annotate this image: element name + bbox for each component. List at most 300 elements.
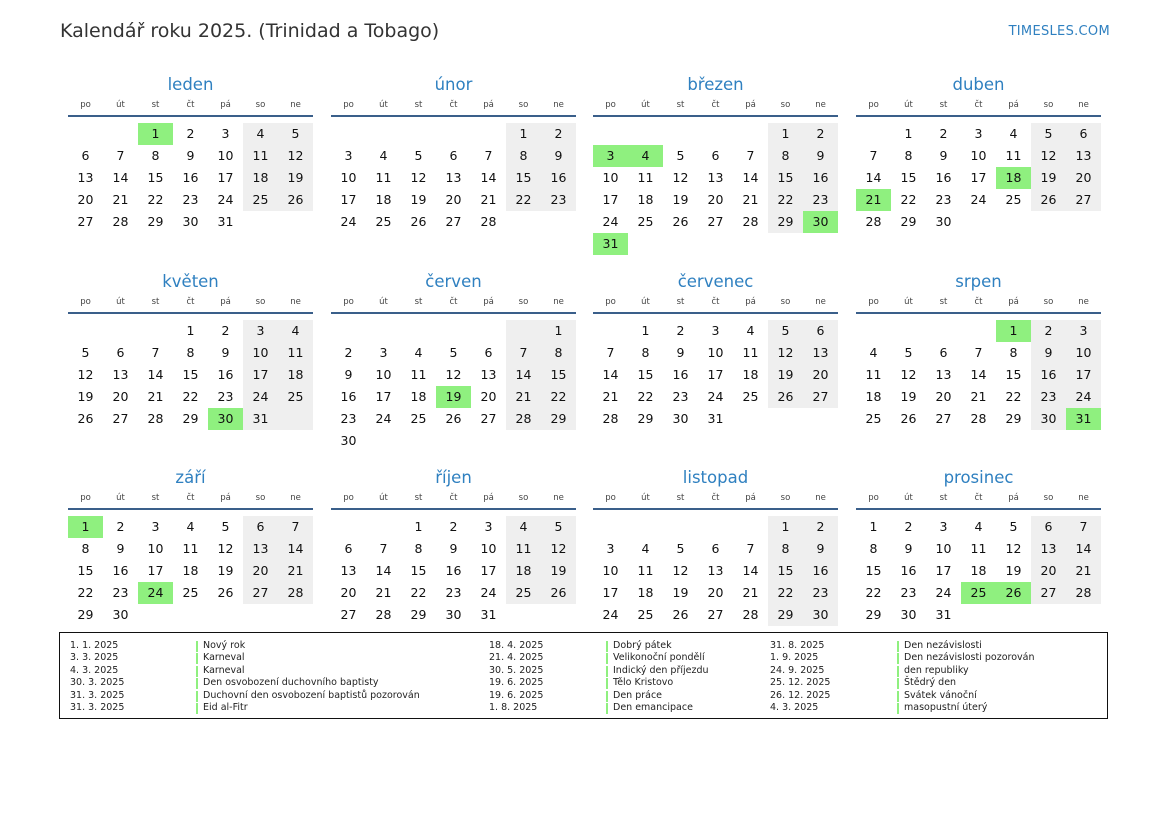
day-cell[interactable]: 28 xyxy=(1075,585,1092,600)
day-cell[interactable]: 13 xyxy=(707,170,724,185)
day-cell[interactable]: 6 xyxy=(1079,126,1088,141)
day-cell[interactable]: 24 xyxy=(480,585,497,600)
day-cell[interactable]: 28 xyxy=(515,411,532,426)
day-cell[interactable]: 15 xyxy=(777,563,794,578)
day-cell[interactable]: 28 xyxy=(865,214,882,229)
day-cell[interactable]: 20 xyxy=(340,585,357,600)
day-cell[interactable]: 22 xyxy=(410,585,427,600)
day-cell[interactable]: 19 xyxy=(287,170,304,185)
day-cell[interactable]: 10 xyxy=(147,541,164,556)
day-cell[interactable]: 16 xyxy=(1040,367,1057,382)
day-cell[interactable]: 28 xyxy=(742,607,759,622)
day-cell[interactable]: 9 xyxy=(449,541,458,556)
day-cell[interactable]: 1 xyxy=(641,323,650,338)
day-cell[interactable]: 2 xyxy=(816,519,825,534)
day-cell[interactable]: 6 xyxy=(81,148,90,163)
day-cell[interactable]: 22 xyxy=(182,389,199,404)
day-cell[interactable]: 27 xyxy=(340,607,357,622)
day-cell[interactable]: 19 xyxy=(900,389,917,404)
day-cell[interactable]: 2 xyxy=(1044,323,1053,338)
day-cell[interactable]: 7 xyxy=(379,541,388,556)
day-cell[interactable]: 23 xyxy=(445,585,462,600)
holiday-day-cell[interactable]: 30 xyxy=(803,211,838,233)
day-cell[interactable]: 26 xyxy=(77,411,94,426)
day-cell[interactable]: 14 xyxy=(1075,541,1092,556)
day-cell[interactable]: 25 xyxy=(252,192,269,207)
day-cell[interactable]: 3 xyxy=(711,323,720,338)
day-cell[interactable]: 3 xyxy=(606,541,615,556)
day-cell[interactable]: 7 xyxy=(606,345,615,360)
day-cell[interactable]: 28 xyxy=(480,214,497,229)
day-cell[interactable]: 24 xyxy=(217,192,234,207)
day-cell[interactable]: 17 xyxy=(602,585,619,600)
day-cell[interactable]: 2 xyxy=(186,126,195,141)
day-cell[interactable]: 25 xyxy=(742,389,759,404)
day-cell[interactable]: 17 xyxy=(602,192,619,207)
day-cell[interactable]: 21 xyxy=(742,585,759,600)
day-cell[interactable]: 15 xyxy=(777,170,794,185)
day-cell[interactable]: 21 xyxy=(515,389,532,404)
day-cell[interactable]: 12 xyxy=(287,148,304,163)
day-cell[interactable]: 13 xyxy=(340,563,357,578)
day-cell[interactable]: 8 xyxy=(554,345,563,360)
day-cell[interactable]: 17 xyxy=(970,170,987,185)
day-cell[interactable]: 18 xyxy=(410,389,427,404)
day-cell[interactable]: 6 xyxy=(484,345,493,360)
day-cell[interactable]: 13 xyxy=(252,541,269,556)
day-cell[interactable]: 27 xyxy=(112,411,129,426)
day-cell[interactable]: 27 xyxy=(707,607,724,622)
day-cell[interactable]: 11 xyxy=(637,563,654,578)
day-cell[interactable]: 11 xyxy=(1005,148,1022,163)
day-cell[interactable]: 22 xyxy=(550,389,567,404)
day-cell[interactable]: 13 xyxy=(445,170,462,185)
day-cell[interactable]: 31 xyxy=(217,214,234,229)
day-cell[interactable]: 21 xyxy=(742,192,759,207)
day-cell[interactable]: 13 xyxy=(1075,148,1092,163)
day-cell[interactable]: 15 xyxy=(147,170,164,185)
holiday-day-cell[interactable]: 4 xyxy=(628,145,663,167)
day-cell[interactable]: 5 xyxy=(676,541,685,556)
day-cell[interactable]: 21 xyxy=(112,192,129,207)
day-cell[interactable]: 25 xyxy=(1005,192,1022,207)
day-cell[interactable]: 27 xyxy=(445,214,462,229)
day-cell[interactable]: 10 xyxy=(340,170,357,185)
day-cell[interactable]: 27 xyxy=(1075,192,1092,207)
day-cell[interactable]: 26 xyxy=(550,585,567,600)
day-cell[interactable]: 24 xyxy=(707,389,724,404)
day-cell[interactable]: 11 xyxy=(182,541,199,556)
day-cell[interactable]: 16 xyxy=(672,367,689,382)
day-cell[interactable]: 26 xyxy=(900,411,917,426)
day-cell[interactable]: 17 xyxy=(252,367,269,382)
day-cell[interactable]: 21 xyxy=(602,389,619,404)
day-cell[interactable]: 12 xyxy=(672,170,689,185)
day-cell[interactable]: 8 xyxy=(519,148,528,163)
day-cell[interactable]: 31 xyxy=(252,411,269,426)
day-cell[interactable]: 14 xyxy=(742,170,759,185)
day-cell[interactable]: 13 xyxy=(1040,541,1057,556)
day-cell[interactable]: 22 xyxy=(147,192,164,207)
day-cell[interactable]: 3 xyxy=(484,519,493,534)
day-cell[interactable]: 11 xyxy=(287,345,304,360)
day-cell[interactable]: 27 xyxy=(812,389,829,404)
day-cell[interactable]: 28 xyxy=(970,411,987,426)
day-cell[interactable]: 4 xyxy=(414,345,423,360)
day-cell[interactable]: 1 xyxy=(186,323,195,338)
day-cell[interactable]: 14 xyxy=(375,563,392,578)
day-cell[interactable]: 14 xyxy=(287,541,304,556)
day-cell[interactable]: 6 xyxy=(1044,519,1053,534)
day-cell[interactable]: 24 xyxy=(602,214,619,229)
day-cell[interactable]: 16 xyxy=(217,367,234,382)
day-cell[interactable]: 16 xyxy=(900,563,917,578)
day-cell[interactable]: 22 xyxy=(777,585,794,600)
day-cell[interactable]: 31 xyxy=(480,607,497,622)
day-cell[interactable]: 9 xyxy=(344,367,353,382)
day-cell[interactable]: 22 xyxy=(637,389,654,404)
day-cell[interactable]: 17 xyxy=(1075,367,1092,382)
day-cell[interactable]: 21 xyxy=(375,585,392,600)
day-cell[interactable]: 7 xyxy=(1079,519,1088,534)
day-cell[interactable]: 30 xyxy=(1040,411,1057,426)
day-cell[interactable]: 16 xyxy=(445,563,462,578)
day-cell[interactable]: 14 xyxy=(742,563,759,578)
day-cell[interactable]: 18 xyxy=(865,389,882,404)
day-cell[interactable]: 15 xyxy=(182,367,199,382)
day-cell[interactable]: 29 xyxy=(410,607,427,622)
day-cell[interactable]: 21 xyxy=(1075,563,1092,578)
day-cell[interactable]: 15 xyxy=(410,563,427,578)
brand-link[interactable]: TIMESLES.COM xyxy=(1008,24,1110,39)
day-cell[interactable]: 25 xyxy=(182,585,199,600)
day-cell[interactable]: 20 xyxy=(707,585,724,600)
day-cell[interactable]: 5 xyxy=(1009,519,1018,534)
holiday-day-cell[interactable]: 1 xyxy=(996,320,1031,342)
day-cell[interactable]: 7 xyxy=(291,519,300,534)
holiday-day-cell[interactable]: 26 xyxy=(996,582,1031,604)
day-cell[interactable]: 19 xyxy=(410,192,427,207)
day-cell[interactable]: 8 xyxy=(186,345,195,360)
day-cell[interactable]: 23 xyxy=(812,192,829,207)
day-cell[interactable]: 12 xyxy=(777,345,794,360)
day-cell[interactable]: 3 xyxy=(221,126,230,141)
day-cell[interactable]: 18 xyxy=(742,367,759,382)
day-cell[interactable]: 28 xyxy=(375,607,392,622)
day-cell[interactable]: 16 xyxy=(812,563,829,578)
day-cell[interactable]: 6 xyxy=(816,323,825,338)
day-cell[interactable]: 21 xyxy=(970,389,987,404)
holiday-day-cell[interactable]: 3 xyxy=(593,145,628,167)
day-cell[interactable]: 10 xyxy=(602,170,619,185)
day-cell[interactable]: 13 xyxy=(480,367,497,382)
day-cell[interactable]: 13 xyxy=(77,170,94,185)
day-cell[interactable]: 5 xyxy=(1044,126,1053,141)
day-cell[interactable]: 28 xyxy=(287,585,304,600)
day-cell[interactable]: 20 xyxy=(445,192,462,207)
day-cell[interactable]: 14 xyxy=(970,367,987,382)
day-cell[interactable]: 29 xyxy=(777,214,794,229)
day-cell[interactable]: 2 xyxy=(904,519,913,534)
day-cell[interactable]: 11 xyxy=(515,541,532,556)
day-cell[interactable]: 17 xyxy=(375,389,392,404)
day-cell[interactable]: 21 xyxy=(287,563,304,578)
day-cell[interactable]: 15 xyxy=(900,170,917,185)
day-cell[interactable]: 17 xyxy=(340,192,357,207)
day-cell[interactable]: 4 xyxy=(379,148,388,163)
day-cell[interactable]: 2 xyxy=(554,126,563,141)
day-cell[interactable]: 26 xyxy=(445,411,462,426)
holiday-day-cell[interactable]: 30 xyxy=(208,408,243,430)
day-cell[interactable]: 8 xyxy=(641,345,650,360)
day-cell[interactable]: 26 xyxy=(410,214,427,229)
day-cell[interactable]: 3 xyxy=(1079,323,1088,338)
day-cell[interactable]: 17 xyxy=(480,563,497,578)
day-cell[interactable]: 1 xyxy=(414,519,423,534)
day-cell[interactable]: 6 xyxy=(256,519,265,534)
day-cell[interactable]: 19 xyxy=(217,563,234,578)
day-cell[interactable]: 13 xyxy=(812,345,829,360)
day-cell[interactable]: 20 xyxy=(812,367,829,382)
day-cell[interactable]: 23 xyxy=(550,192,567,207)
day-cell[interactable]: 8 xyxy=(781,541,790,556)
day-cell[interactable]: 24 xyxy=(340,214,357,229)
day-cell[interactable]: 20 xyxy=(935,389,952,404)
day-cell[interactable]: 9 xyxy=(116,541,125,556)
day-cell[interactable]: 4 xyxy=(519,519,528,534)
day-cell[interactable]: 12 xyxy=(550,541,567,556)
day-cell[interactable]: 27 xyxy=(707,214,724,229)
day-cell[interactable]: 21 xyxy=(147,389,164,404)
day-cell[interactable]: 11 xyxy=(742,345,759,360)
day-cell[interactable]: 22 xyxy=(865,585,882,600)
day-cell[interactable]: 1 xyxy=(781,519,790,534)
day-cell[interactable]: 26 xyxy=(1040,192,1057,207)
day-cell[interactable]: 13 xyxy=(707,563,724,578)
day-cell[interactable]: 12 xyxy=(410,170,427,185)
day-cell[interactable]: 23 xyxy=(217,389,234,404)
day-cell[interactable]: 20 xyxy=(1040,563,1057,578)
day-cell[interactable]: 17 xyxy=(217,170,234,185)
day-cell[interactable]: 29 xyxy=(550,411,567,426)
holiday-day-cell[interactable]: 1 xyxy=(138,123,173,145)
day-cell[interactable]: 11 xyxy=(375,170,392,185)
day-cell[interactable]: 23 xyxy=(1040,389,1057,404)
day-cell[interactable]: 29 xyxy=(1005,411,1022,426)
day-cell[interactable]: 4 xyxy=(291,323,300,338)
day-cell[interactable]: 18 xyxy=(375,192,392,207)
day-cell[interactable]: 8 xyxy=(151,148,160,163)
holiday-day-cell[interactable]: 19 xyxy=(436,386,471,408)
day-cell[interactable]: 11 xyxy=(637,170,654,185)
day-cell[interactable]: 9 xyxy=(554,148,563,163)
day-cell[interactable]: 4 xyxy=(1009,126,1018,141)
day-cell[interactable]: 19 xyxy=(1005,563,1022,578)
day-cell[interactable]: 6 xyxy=(711,148,720,163)
day-cell[interactable]: 30 xyxy=(900,607,917,622)
day-cell[interactable]: 7 xyxy=(869,148,878,163)
day-cell[interactable]: 24 xyxy=(252,389,269,404)
day-cell[interactable]: 5 xyxy=(781,323,790,338)
holiday-day-cell[interactable]: 25 xyxy=(961,582,996,604)
day-cell[interactable]: 18 xyxy=(182,563,199,578)
day-cell[interactable]: 12 xyxy=(900,367,917,382)
day-cell[interactable]: 27 xyxy=(77,214,94,229)
day-cell[interactable]: 31 xyxy=(935,607,952,622)
day-cell[interactable]: 19 xyxy=(777,367,794,382)
day-cell[interactable]: 26 xyxy=(672,607,689,622)
day-cell[interactable]: 21 xyxy=(480,192,497,207)
day-cell[interactable]: 1 xyxy=(781,126,790,141)
day-cell[interactable]: 8 xyxy=(781,148,790,163)
day-cell[interactable]: 18 xyxy=(637,192,654,207)
day-cell[interactable]: 18 xyxy=(637,585,654,600)
day-cell[interactable]: 5 xyxy=(291,126,300,141)
day-cell[interactable]: 24 xyxy=(602,607,619,622)
day-cell[interactable]: 17 xyxy=(935,563,952,578)
day-cell[interactable]: 23 xyxy=(340,411,357,426)
day-cell[interactable]: 14 xyxy=(865,170,882,185)
day-cell[interactable]: 19 xyxy=(672,192,689,207)
holiday-day-cell[interactable]: 24 xyxy=(138,582,173,604)
day-cell[interactable]: 8 xyxy=(81,541,90,556)
day-cell[interactable]: 2 xyxy=(939,126,948,141)
day-cell[interactable]: 3 xyxy=(379,345,388,360)
day-cell[interactable]: 29 xyxy=(147,214,164,229)
day-cell[interactable]: 3 xyxy=(256,323,265,338)
day-cell[interactable]: 11 xyxy=(252,148,269,163)
day-cell[interactable]: 27 xyxy=(252,585,269,600)
day-cell[interactable]: 20 xyxy=(480,389,497,404)
day-cell[interactable]: 29 xyxy=(182,411,199,426)
day-cell[interactable]: 4 xyxy=(186,519,195,534)
day-cell[interactable]: 9 xyxy=(939,148,948,163)
day-cell[interactable]: 4 xyxy=(641,541,650,556)
day-cell[interactable]: 23 xyxy=(812,585,829,600)
day-cell[interactable]: 10 xyxy=(1075,345,1092,360)
day-cell[interactable]: 29 xyxy=(865,607,882,622)
day-cell[interactable]: 27 xyxy=(480,411,497,426)
day-cell[interactable]: 30 xyxy=(340,433,357,448)
day-cell[interactable]: 12 xyxy=(445,367,462,382)
day-cell[interactable]: 29 xyxy=(77,607,94,622)
day-cell[interactable]: 9 xyxy=(676,345,685,360)
day-cell[interactable]: 28 xyxy=(147,411,164,426)
day-cell[interactable]: 10 xyxy=(602,563,619,578)
day-cell[interactable]: 3 xyxy=(939,519,948,534)
day-cell[interactable]: 1 xyxy=(519,126,528,141)
day-cell[interactable]: 11 xyxy=(865,367,882,382)
day-cell[interactable]: 22 xyxy=(900,192,917,207)
day-cell[interactable]: 19 xyxy=(550,563,567,578)
day-cell[interactable]: 7 xyxy=(116,148,125,163)
day-cell[interactable]: 12 xyxy=(672,563,689,578)
day-cell[interactable]: 15 xyxy=(550,367,567,382)
day-cell[interactable]: 6 xyxy=(116,345,125,360)
day-cell[interactable]: 25 xyxy=(865,411,882,426)
day-cell[interactable]: 25 xyxy=(410,411,427,426)
day-cell[interactable]: 6 xyxy=(449,148,458,163)
day-cell[interactable]: 5 xyxy=(81,345,90,360)
day-cell[interactable]: 10 xyxy=(480,541,497,556)
day-cell[interactable]: 23 xyxy=(112,585,129,600)
day-cell[interactable]: 18 xyxy=(970,563,987,578)
day-cell[interactable]: 9 xyxy=(816,541,825,556)
day-cell[interactable]: 1 xyxy=(869,519,878,534)
day-cell[interactable]: 11 xyxy=(970,541,987,556)
holiday-day-cell[interactable]: 31 xyxy=(593,233,628,255)
day-cell[interactable]: 26 xyxy=(672,214,689,229)
day-cell[interactable]: 16 xyxy=(935,170,952,185)
day-cell[interactable]: 30 xyxy=(112,607,129,622)
day-cell[interactable]: 8 xyxy=(869,541,878,556)
day-cell[interactable]: 8 xyxy=(1009,345,1018,360)
day-cell[interactable]: 2 xyxy=(344,345,353,360)
day-cell[interactable]: 15 xyxy=(1005,367,1022,382)
day-cell[interactable]: 10 xyxy=(707,345,724,360)
day-cell[interactable]: 10 xyxy=(970,148,987,163)
day-cell[interactable]: 26 xyxy=(287,192,304,207)
day-cell[interactable]: 27 xyxy=(1040,585,1057,600)
day-cell[interactable]: 28 xyxy=(742,214,759,229)
day-cell[interactable]: 5 xyxy=(554,519,563,534)
day-cell[interactable]: 8 xyxy=(904,148,913,163)
day-cell[interactable]: 3 xyxy=(344,148,353,163)
day-cell[interactable]: 4 xyxy=(869,345,878,360)
day-cell[interactable]: 18 xyxy=(287,367,304,382)
day-cell[interactable]: 20 xyxy=(707,192,724,207)
day-cell[interactable]: 10 xyxy=(252,345,269,360)
day-cell[interactable]: 10 xyxy=(217,148,234,163)
day-cell[interactable]: 1 xyxy=(554,323,563,338)
day-cell[interactable]: 12 xyxy=(217,541,234,556)
day-cell[interactable]: 22 xyxy=(77,585,94,600)
day-cell[interactable]: 27 xyxy=(935,411,952,426)
day-cell[interactable]: 2 xyxy=(221,323,230,338)
day-cell[interactable]: 23 xyxy=(182,192,199,207)
day-cell[interactable]: 30 xyxy=(672,411,689,426)
day-cell[interactable]: 2 xyxy=(116,519,125,534)
day-cell[interactable]: 6 xyxy=(939,345,948,360)
day-cell[interactable]: 10 xyxy=(375,367,392,382)
holiday-day-cell[interactable]: 21 xyxy=(856,189,891,211)
day-cell[interactable]: 30 xyxy=(182,214,199,229)
day-cell[interactable]: 2 xyxy=(449,519,458,534)
day-cell[interactable]: 8 xyxy=(414,541,423,556)
day-cell[interactable]: 24 xyxy=(1075,389,1092,404)
day-cell[interactable]: 20 xyxy=(1075,170,1092,185)
day-cell[interactable]: 7 xyxy=(974,345,983,360)
day-cell[interactable]: 3 xyxy=(974,126,983,141)
day-cell[interactable]: 2 xyxy=(676,323,685,338)
day-cell[interactable]: 5 xyxy=(414,148,423,163)
day-cell[interactable]: 4 xyxy=(974,519,983,534)
day-cell[interactable]: 23 xyxy=(672,389,689,404)
day-cell[interactable]: 28 xyxy=(112,214,129,229)
day-cell[interactable]: 9 xyxy=(816,148,825,163)
day-cell[interactable]: 30 xyxy=(445,607,462,622)
day-cell[interactable]: 14 xyxy=(515,367,532,382)
day-cell[interactable]: 5 xyxy=(221,519,230,534)
day-cell[interactable]: 15 xyxy=(637,367,654,382)
day-cell[interactable]: 4 xyxy=(256,126,265,141)
day-cell[interactable]: 28 xyxy=(602,411,619,426)
day-cell[interactable]: 5 xyxy=(904,345,913,360)
holiday-day-cell[interactable]: 18 xyxy=(996,167,1031,189)
day-cell[interactable]: 9 xyxy=(186,148,195,163)
day-cell[interactable]: 7 xyxy=(746,541,755,556)
day-cell[interactable]: 20 xyxy=(252,563,269,578)
